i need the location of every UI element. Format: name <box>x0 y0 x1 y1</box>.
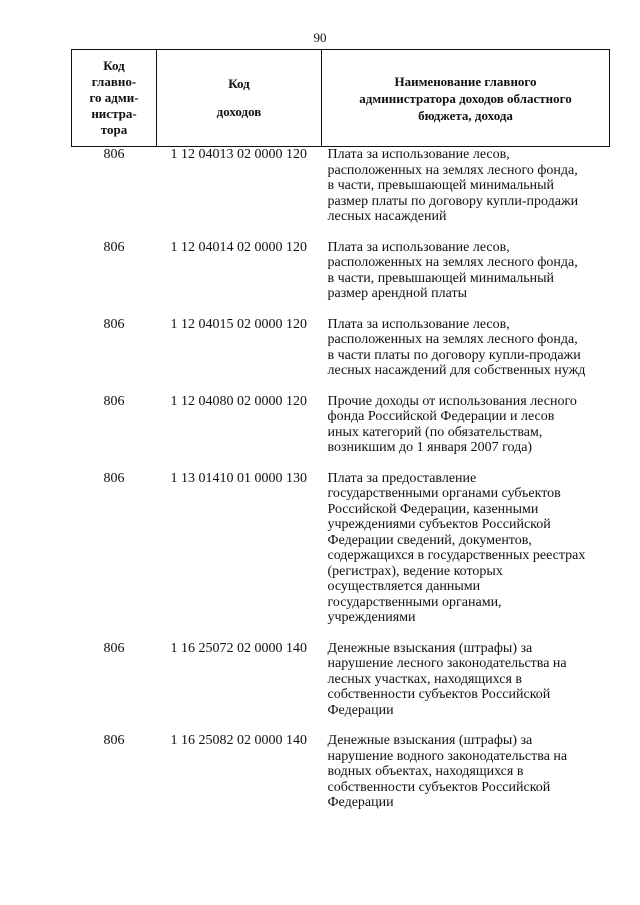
revenue-name-cell <box>322 471 610 641</box>
name-line: Прочие доходы от использования лесного <box>327 393 577 409</box>
name-line: размер арендной платы <box>327 286 468 301</box>
name-line: лесных насаждений <box>327 209 447 224</box>
admin-code-cell: 806 <box>103 147 125 162</box>
table-row <box>72 733 610 826</box>
name-line: государственными органами, <box>327 594 502 610</box>
revenue-code-cell: 1 12 04013 02 0000 120 <box>170 147 307 162</box>
name-line: иных категорий (по обязательствам, <box>327 424 543 440</box>
admin-code-cell: 806 <box>103 239 125 255</box>
revenue-code-cell: 1 16 25082 02 0000 140 <box>170 733 307 748</box>
name-line: Плата за предоставление <box>327 470 477 486</box>
name-line: Федерации <box>327 702 394 718</box>
name-line: учреждениями субъектов Российской <box>327 517 551 532</box>
revenue-code-cell: 1 12 04080 02 0000 120 <box>170 393 307 409</box>
name-line: учреждениями <box>327 610 416 625</box>
name-line: государственными органами субъектов <box>327 486 561 501</box>
revenue-name-cell <box>322 733 610 826</box>
name-line: фонда Российской Федерации и лесов <box>327 409 555 424</box>
header-line: го адми- <box>89 90 139 105</box>
admin-code-cell: 806 <box>103 733 125 748</box>
name-line: расположенных на землях лесного фонда, <box>327 162 578 178</box>
revenue-code-cell: 1 13 01410 01 0000 130 <box>170 470 307 486</box>
header-line: Наименование главного <box>394 73 537 89</box>
header-revenue-code <box>157 50 322 147</box>
header-name <box>322 50 610 147</box>
revenue-code-cell: 1 16 25072 02 0000 140 <box>170 640 307 656</box>
revenue-name-cell <box>322 147 610 240</box>
header-line: бюджета, дохода <box>418 107 513 123</box>
revenue-name-cell <box>322 641 610 734</box>
header-line: нистра- <box>91 106 137 121</box>
admin-code-cell: 806 <box>103 470 125 486</box>
revenue-name-cell <box>322 240 610 317</box>
table-row <box>72 317 610 394</box>
table-row <box>72 240 610 317</box>
name-line: содержащихся в государственных реестрах <box>327 548 586 563</box>
name-line: собственности субъектов Российской <box>327 687 551 702</box>
name-line: возникшим до 1 января 2007 года) <box>327 440 533 455</box>
header-line: Код <box>228 76 250 91</box>
name-line: водных объектах, находящихся в <box>327 764 524 779</box>
revenue-code-cell: 1 12 04014 02 0000 120 <box>170 239 307 255</box>
name-line: нарушение лесного законодательства на <box>327 656 567 671</box>
header-admin-code <box>72 50 157 147</box>
table-row <box>72 394 610 471</box>
admin-code-cell: 806 <box>103 640 125 656</box>
name-line: Денежные взыскания (штрафы) за <box>327 640 533 656</box>
admin-code-cell: 806 <box>103 316 125 332</box>
header-line: главно- <box>91 74 137 89</box>
table-row <box>72 641 610 734</box>
name-line: Плата за использование лесов, <box>327 239 510 255</box>
name-line: лесных участках, находящихся в <box>327 671 523 687</box>
header-line: Код <box>103 58 125 73</box>
header-line: тора <box>100 122 128 137</box>
name-line: Федерации <box>327 795 394 810</box>
name-line: расположенных на землях лесного фонда, <box>327 332 578 347</box>
name-line: лесных насаждений для собственных нужд <box>327 363 586 378</box>
revenue-name-cell <box>322 394 610 471</box>
name-line: нарушение водного законодательства на <box>327 748 568 764</box>
name-line: собственности субъектов Российской <box>327 779 551 795</box>
name-line: в части, превышающей минимальный <box>327 178 555 193</box>
revenue-name-cell <box>322 317 610 394</box>
header-line: администратора доходов областного <box>359 90 572 106</box>
name-line: (регистрах), ведение которых <box>327 563 503 579</box>
name-line: Плата за использование лесов, <box>327 316 510 332</box>
table-row <box>72 147 610 240</box>
revenue-administrators-table <box>71 49 610 826</box>
name-line: Российской Федерации, казенными <box>327 501 539 517</box>
name-line: Плата за использование лесов, <box>327 147 510 162</box>
name-line: размер платы по договору купли-продажи <box>327 193 579 209</box>
name-line: в части, превышающей минимальный <box>327 270 555 286</box>
table-row <box>72 471 610 641</box>
page-number: 90 <box>313 30 327 45</box>
name-line: Денежные взыскания (штрафы) за <box>327 733 533 748</box>
name-line: осуществляется данными <box>327 579 481 594</box>
admin-code-cell: 806 <box>103 393 125 409</box>
header-line: доходов <box>216 104 262 119</box>
name-line: в части платы по договору купли-продажи <box>327 347 581 363</box>
name-line: Федерации сведений, документов, <box>327 532 532 548</box>
revenue-code-cell: 1 12 04015 02 0000 120 <box>170 316 307 332</box>
name-line: расположенных на землях лесного фонда, <box>327 255 578 270</box>
table-header-row <box>72 50 610 147</box>
